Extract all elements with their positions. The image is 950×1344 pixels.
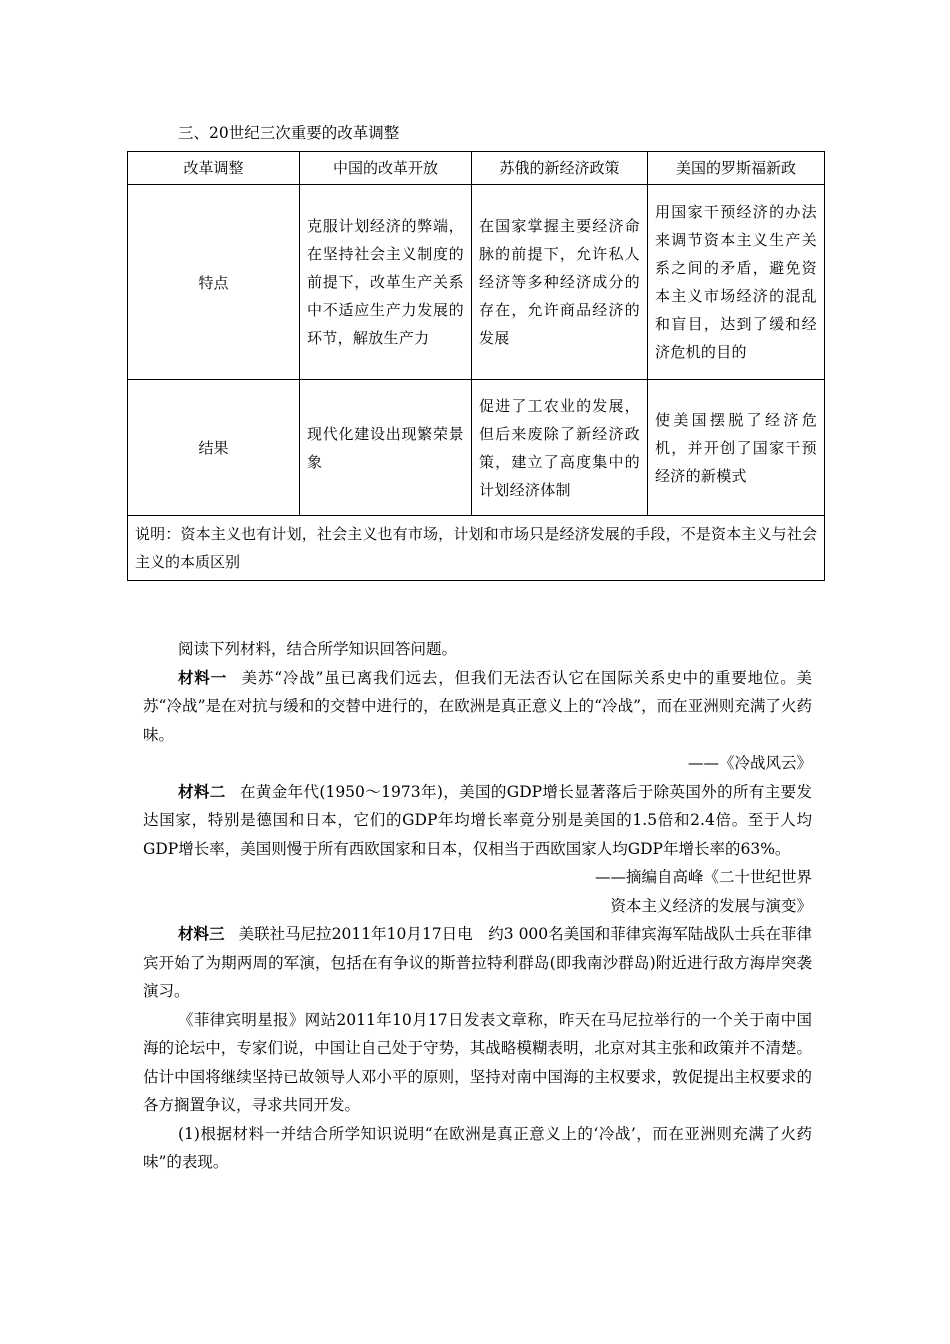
material-3-text: 美联社马尼拉2011年10月17日电 约3 000名美国和菲律宾海军陆战队士兵在菲律宾开始了为期两周的军演，包括在有争议的斯普拉特利群岛(即我南沙群岛)附近进行敌方海岸突袭演习。	[143, 925, 812, 1000]
table-row-features	[128, 185, 825, 380]
material-2-source-line-2: 资本主义经济的发展与演变》	[610, 896, 812, 915]
table-row-note	[128, 516, 825, 581]
row-label-results: 结果	[128, 380, 300, 516]
material-2	[143, 778, 812, 864]
material-1-text: 美苏“冷战”虽已离我们远去，但我们无法否认它在国际关系史中的重要地位。美苏“冷战”是在对抗与缓和的交替中进行的，在欧洲是真正意义上的“冷战”，而在亚洲则充满了火药味。	[143, 668, 812, 744]
reading-intro: 阅读下列材料，结合所学知识回答问题。	[178, 640, 458, 658]
table-note: 说明：资本主义也有计划，社会主义也有市场，计划和市场只是经济发展的手段，不是资本主义与社会主义的本质区别	[128, 516, 825, 581]
material-1-label: 材料一	[178, 667, 227, 687]
cell-usa-features: 用国家干预经济的办法来调节资本主义生产关系之间的矛盾，避免资本主义市场经济的混乱和盲目，达到了缓和经济危机的目的	[648, 185, 825, 380]
cell-china-results: 现代化建设出现繁荣景象	[300, 380, 472, 516]
header-reform: 改革调整	[128, 152, 300, 185]
cell-soviet-features: 在国家掌握主要经济命脉的前提下，允许私人经济等多种经济成分的存在，允许商品经济的发展	[472, 185, 648, 380]
header-soviet: 苏俄的新经济政策	[472, 152, 648, 185]
material-1-source: ——《冷战风云》	[687, 754, 812, 772]
material-3-paragraph-2: 《菲律宾明星报》网站2011年10月17日发表文章称，昨天在马尼拉举行的一个关于南中国海的论坛中，专家们说，中国让自己处于守势，其战略模糊表明，北京对其主张和政策并不清楚。估计中国将继续坚持已故领导人邓小平的原则，坚持对南中国海的主权要求，敦促提出主权要求的各方搁置争议，寻求共同开发。	[143, 1010, 812, 1114]
cell-china-features: 克服计划经济的弊端，在坚持社会主义制度的前提下，改革生产关系中不适应生产力发展的环节，解放生产力	[300, 185, 472, 380]
table-row-results	[128, 380, 825, 516]
section-title: 三、20世纪三次重要的改革调整	[178, 124, 400, 142]
cell-usa-results: 使美国摆脱了经济危机，并开创了国家干预经济的新模式	[648, 380, 825, 516]
material-3-label: 材料三	[178, 924, 225, 943]
material-2-label: 材料二	[178, 781, 226, 801]
header-china: 中国的改革开放	[300, 152, 472, 185]
material-2-source-line-1: ——摘编自高峰《二十世纪世界	[594, 868, 812, 886]
question-1: (1)根据材料一并结合所学知识说明“在欧洲是真正意义上的‘冷战’，而在亚洲则充满了火药味”的表现。	[143, 1124, 812, 1171]
cell-soviet-results: 促进了工农业的发展，但后来废除了新经济政策，建立了高度集中的计划经济体制	[472, 380, 648, 516]
material-1	[143, 664, 812, 750]
header-usa: 美国的罗斯福新政	[648, 152, 825, 185]
reading-passage	[143, 635, 812, 1177]
row-label-features: 特点	[128, 185, 300, 380]
material-3	[143, 920, 812, 1006]
material-2-text: 在黄金年代(1950～1973年)，美国的GDP增长显著落后于除英国外的所有主要发达国家，特别是德国和日本，它们的GDP年均增长率竟分别是美国的1.5倍和2.4倍。至于人均GDP增长率，美国则慢于所有西欧国家和日本，仅相当于西欧国家人均GDP年增长率的63%。	[143, 782, 812, 858]
reform-comparison-table	[127, 151, 825, 581]
table-header-row	[128, 152, 825, 185]
